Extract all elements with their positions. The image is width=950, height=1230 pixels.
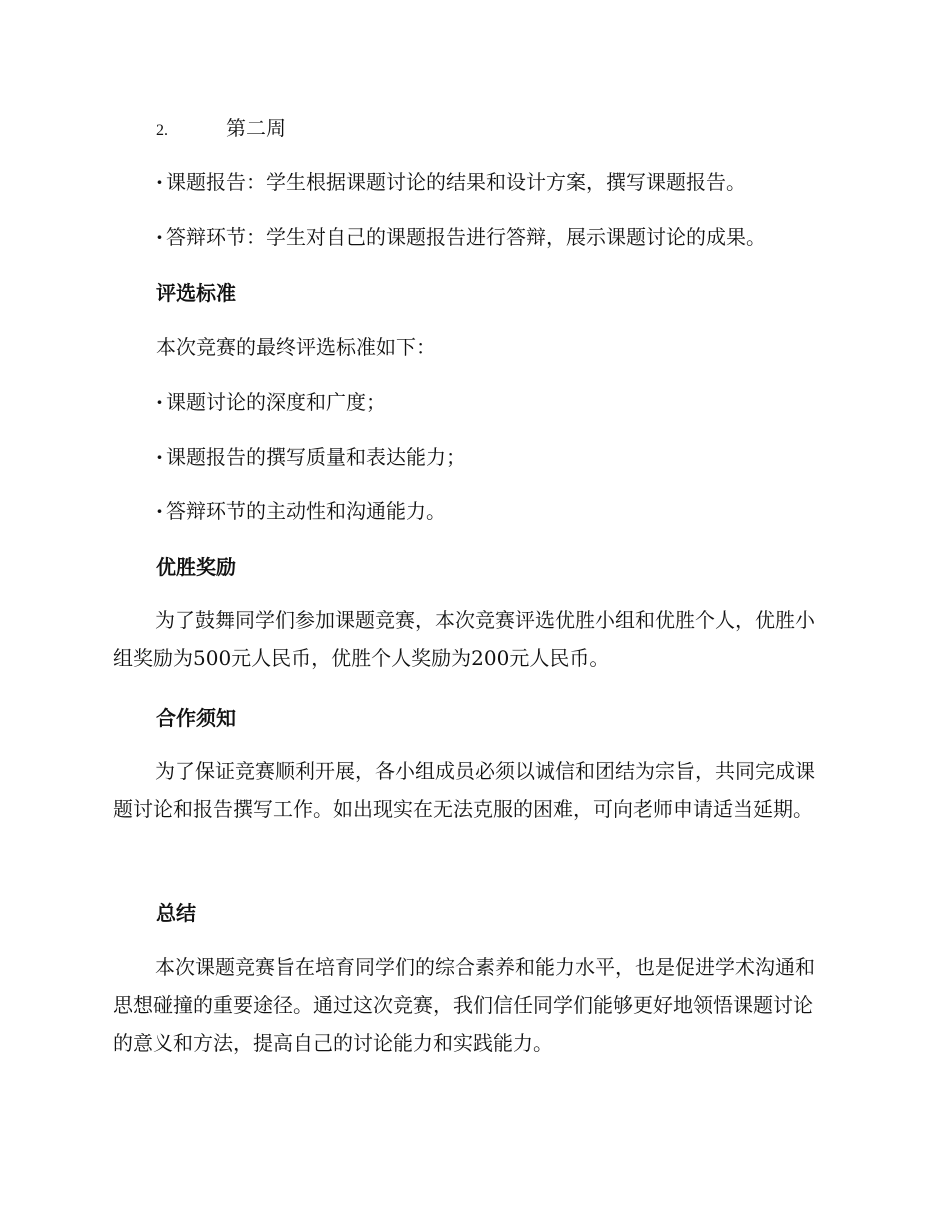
cooperation-paragraph: 为了保证竞赛顺利开展，各小组成员必须以诚信和团结为宗旨，共同完成课题讨论和报告撰写工作。如出现实在无法克服的困难，可向老师申请适当延期。 xyxy=(113,759,815,821)
criteria-item xyxy=(156,389,872,415)
week-item-text: 答辩环节：学生对自己的课题报告进行答辩，展示课题讨论的成果。 xyxy=(165,225,766,249)
bullet-icon: · xyxy=(156,170,163,194)
bullet-icon: · xyxy=(156,225,163,249)
criteria-item-text: 课题报告的撰写质量和表达能力； xyxy=(165,445,466,469)
section-title: 第二周 xyxy=(226,116,286,140)
criteria-item xyxy=(156,444,872,470)
bullet-icon: · xyxy=(156,390,163,414)
summary-paragraph: 本次课题竞赛旨在培育同学们的综合素养和能力水平，也是促进学术沟通和思想碰撞的重要途径。通过这次竞赛，我们信任同学们能够更好地领悟课题讨论的意义和方法，提高自己的讨论能力和实践能力。 xyxy=(113,955,815,1055)
criteria-item-text: 答辩环节的主动性和沟通能力。 xyxy=(165,499,446,523)
week-section-title xyxy=(156,115,872,144)
criteria-item-text: 课题讨论的深度和广度； xyxy=(165,390,386,414)
summary-heading: 总结 xyxy=(156,901,196,925)
bullet-icon: · xyxy=(156,499,163,523)
awards-paragraph: 为了鼓舞同学们参加课题竞赛，本次竞赛评选优胜小组和优胜个人，优胜小组奖励为500元人民币，优胜个人奖励为200元人民币。 xyxy=(113,608,815,670)
week-item xyxy=(156,169,872,195)
awards-heading: 优胜奖励 xyxy=(156,555,236,579)
criteria-item xyxy=(156,498,872,524)
section-number: 2. xyxy=(156,122,168,139)
criteria-heading: 评选标准 xyxy=(156,281,236,305)
criteria-intro: 本次竞赛的最终评选标准如下： xyxy=(156,335,436,359)
cooperation-heading: 合作须知 xyxy=(156,706,236,730)
bullet-icon: · xyxy=(156,445,163,469)
week-item xyxy=(156,224,872,250)
week-item-text: 课题报告：学生根据课题讨论的结果和设计方案，撰写课题报告。 xyxy=(165,170,746,194)
